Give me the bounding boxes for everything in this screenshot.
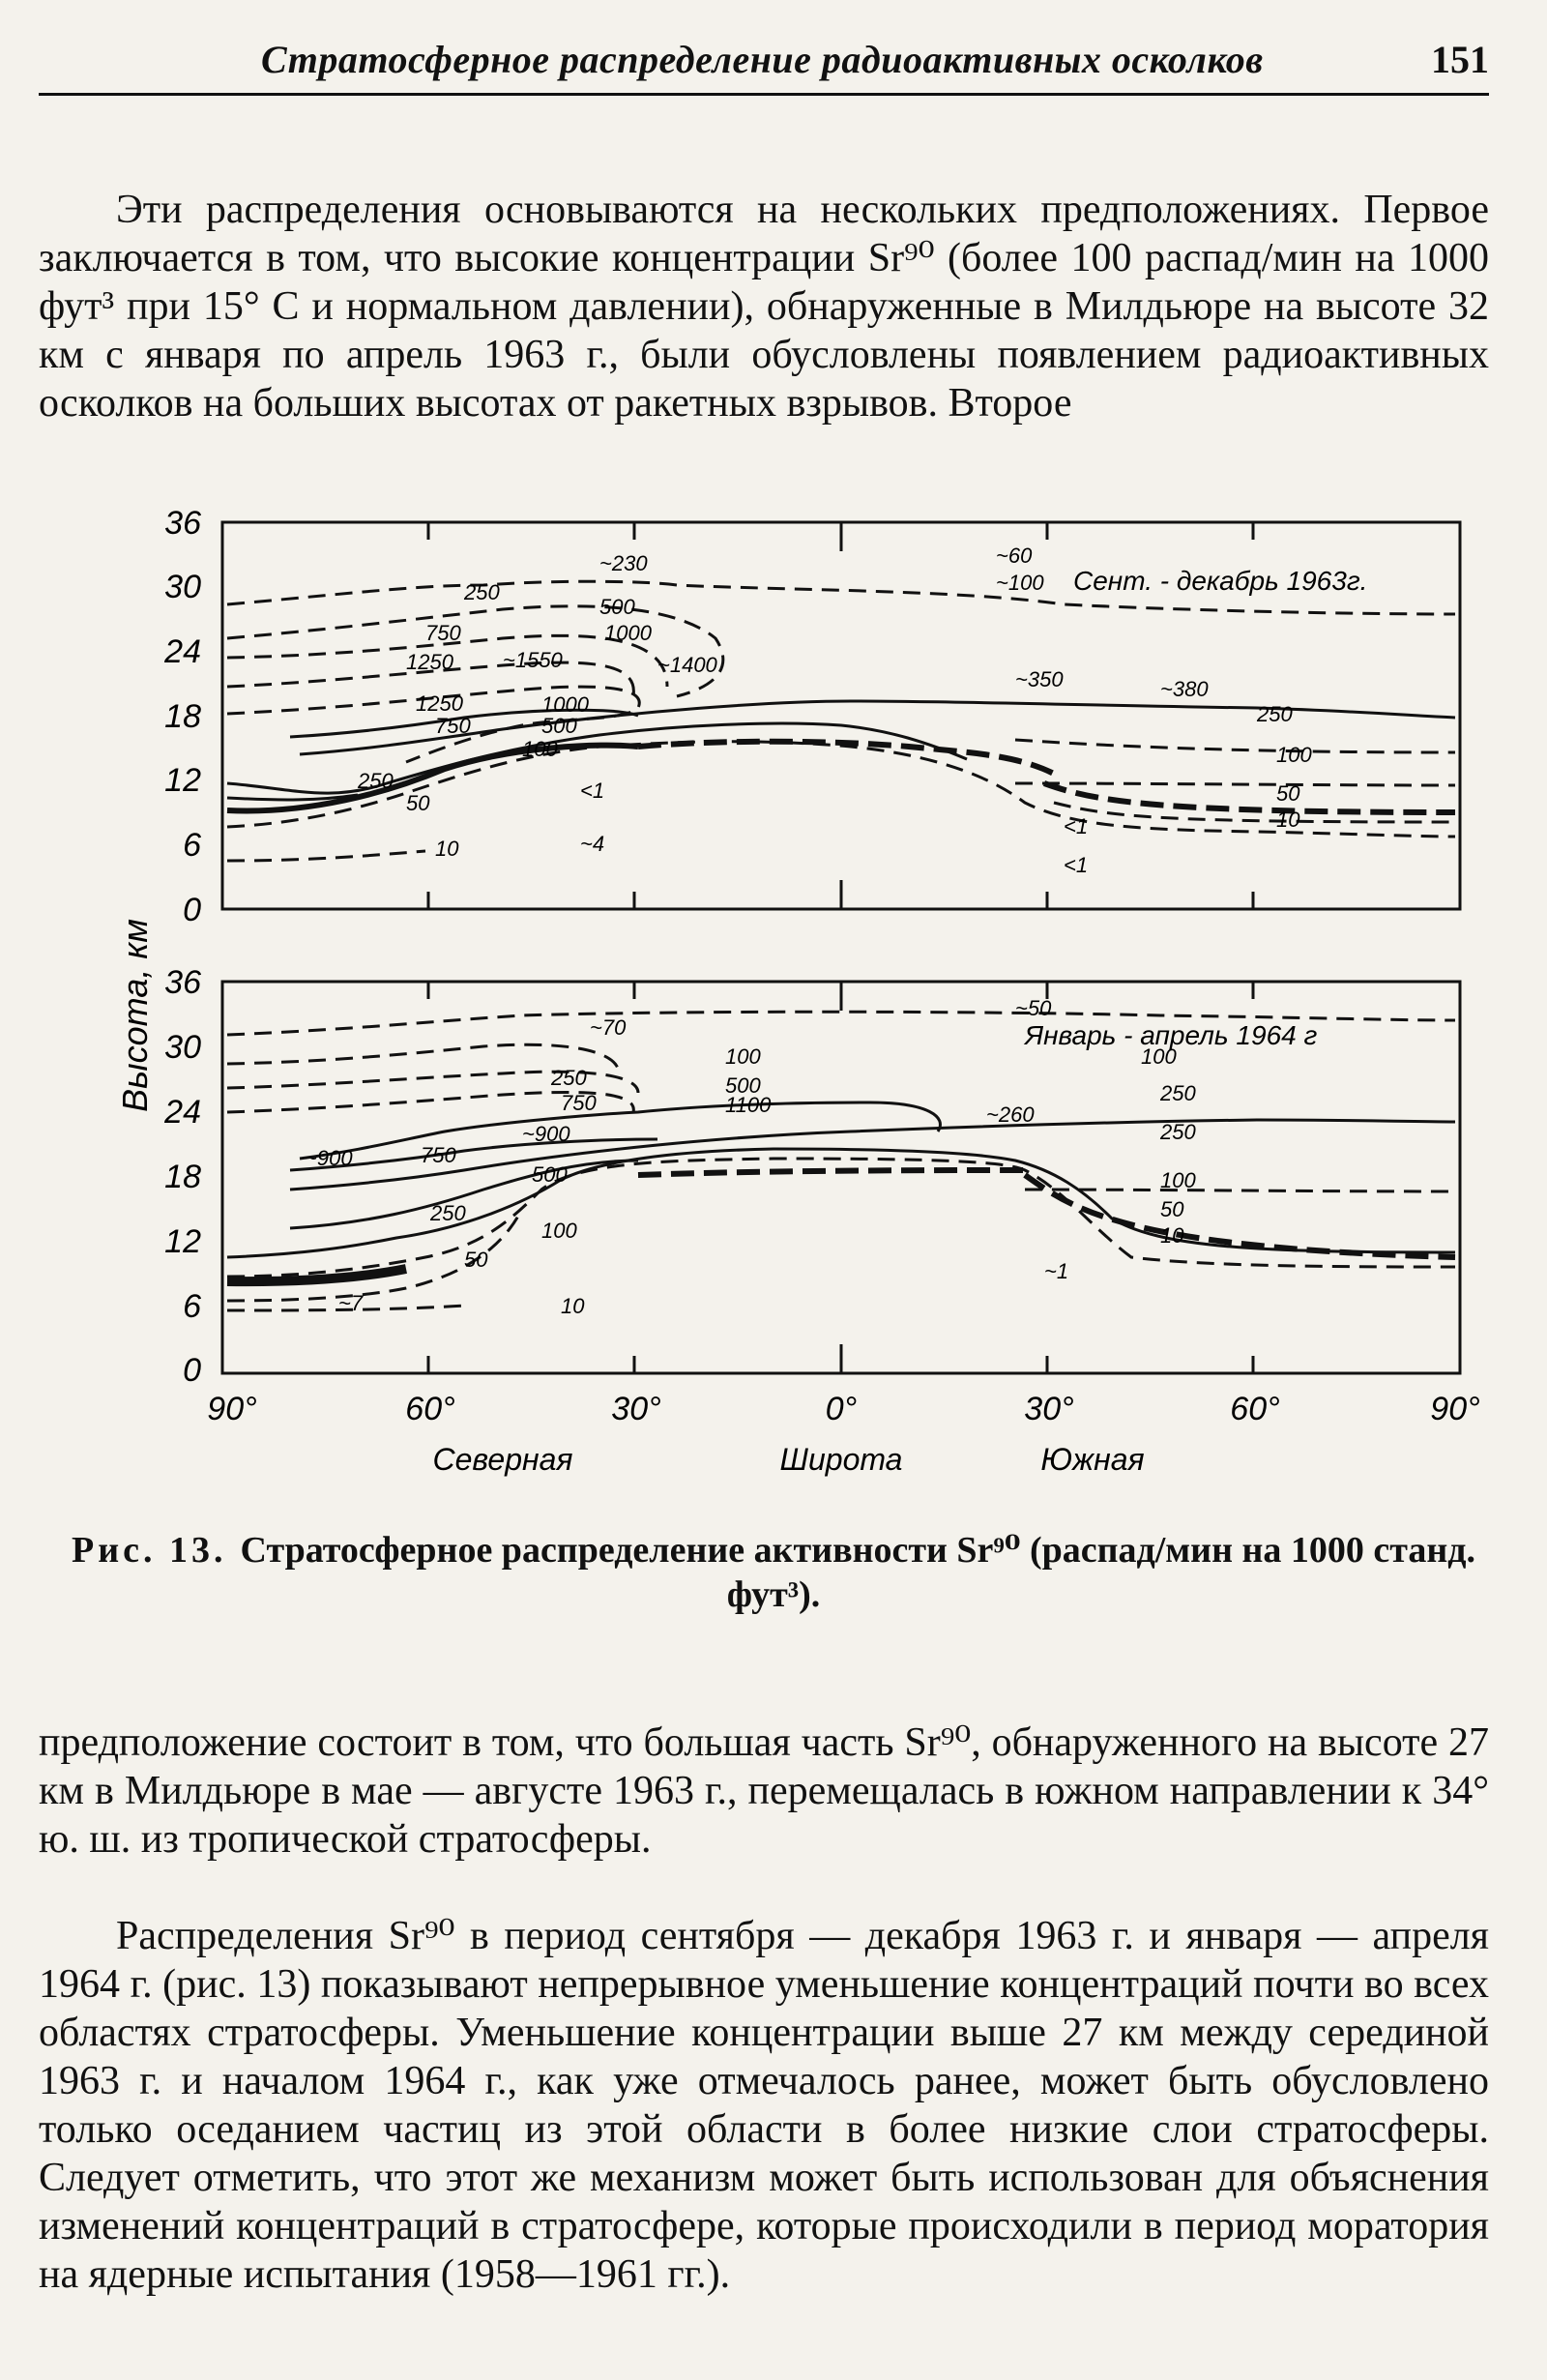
label-bottom-10: 10 — [561, 1294, 585, 1318]
top-panel-period: Сент. - декабрь 1963г. — [1073, 566, 1368, 596]
bottom-panel-period: Январь - апрель 1964 г — [1025, 1020, 1318, 1050]
y-tick-top-12: 12 — [164, 762, 201, 799]
page-number: 151 — [1431, 38, 1489, 81]
label-top-50b: 50 — [1276, 781, 1300, 806]
y-tick-top-18: 18 — [164, 698, 201, 735]
label-top-4: ~4 — [580, 832, 605, 856]
figure-caption — [58, 1528, 1489, 1617]
paragraph-2: предположение состоит в том, что большая часть Sr⁹⁰, обнаруженного на высоте 27 км в Милдьюре в мае — августе 1963 г., перемещалась в южном направлении к 34° ю. ш. из тропической стратосферы. — [39, 1720, 1489, 1862]
y-tick-bottom-36: 36 — [164, 964, 201, 1001]
label-top-500: 500 — [599, 595, 635, 619]
x-tick-0: 0° — [825, 1391, 858, 1427]
y-tick-top-24: 24 — [164, 633, 201, 670]
label-top-100: 100 — [522, 737, 558, 761]
top-panel-labels — [357, 544, 1367, 877]
label-top-1250: 1250 — [406, 650, 453, 674]
label-bottom-100: 100 — [725, 1044, 761, 1069]
running-header — [39, 37, 1489, 83]
label-bottom-250c: 250 — [1160, 1081, 1196, 1105]
label-top-250: 250 — [464, 580, 500, 604]
y-tick-top-30: 30 — [164, 569, 201, 605]
label-top-1400: ~1400 — [657, 653, 717, 677]
label-bottom-50b: 50 — [464, 1248, 488, 1272]
label-bottom-50c: 50 — [1160, 1197, 1184, 1221]
label-bottom-100d: 100 — [1160, 1168, 1196, 1192]
label-top-lt1: <1 — [580, 779, 605, 803]
x-tick-labels — [207, 1391, 1479, 1427]
label-bottom-70: ~70 — [590, 1015, 627, 1040]
x-tick-60s: 60° — [1230, 1391, 1280, 1427]
label-top-750b: 750 — [435, 714, 471, 738]
label-bottom-260: ~260 — [986, 1102, 1035, 1127]
y-tick-top-36: 36 — [164, 505, 201, 542]
caption-text: Стратосферное распределение активности Sr⁹⁰ (распад/мин на 1000 станд. фут³). — [240, 1530, 1475, 1615]
y-tick-bottom-24: 24 — [164, 1094, 201, 1131]
label-top-1000: 1000 — [604, 621, 652, 645]
x-tick-90n: 90° — [207, 1391, 257, 1427]
label-top-350: ~350 — [1015, 667, 1064, 691]
x-label-south: Южная — [1040, 1442, 1145, 1477]
label-bottom-250: 250 — [551, 1066, 587, 1090]
caption-lead: Рис. 13. — [72, 1530, 227, 1571]
label-bottom-7: ~7 — [338, 1291, 364, 1315]
contour-chart — [97, 493, 1489, 1518]
label-bottom-750b: 750 — [421, 1143, 456, 1167]
label-top-lt1c: <1 — [1064, 853, 1089, 877]
label-bottom-1100: 1100 — [725, 1093, 772, 1117]
label-top-100c: 100 — [1276, 743, 1312, 767]
label-top-500b: 500 — [541, 714, 577, 738]
label-top-750: 750 — [425, 621, 461, 645]
label-bottom-50: ~50 — [1015, 996, 1052, 1020]
label-top-1550: ~1550 — [503, 648, 563, 672]
label-top-lt1b: <1 — [1064, 814, 1089, 838]
y-tick-bottom-18: 18 — [164, 1159, 201, 1195]
figure-13 — [97, 493, 1489, 1518]
label-top-50: 50 — [406, 791, 430, 815]
label-top-10: 10 — [435, 837, 459, 861]
label-top-250c: 250 — [358, 769, 394, 793]
y-axis-title: Высота, км — [115, 919, 155, 1112]
label-bottom-250b: 250 — [430, 1201, 466, 1225]
label-bottom-900: ~900 — [522, 1122, 570, 1146]
label-bottom-100b: 100 — [1141, 1044, 1177, 1069]
label-top-10b: 10 — [1276, 808, 1300, 832]
x-label-latitude: Широта — [779, 1442, 903, 1477]
x-tick-30s: 30° — [1024, 1391, 1074, 1427]
label-top-1000b: 1000 — [541, 692, 589, 717]
label-bottom-750: 750 — [561, 1091, 597, 1115]
label-top-1250b: 1250 — [416, 691, 463, 716]
y-tick-bottom-12: 12 — [164, 1223, 201, 1260]
label-bottom-10b: 10 — [1160, 1223, 1184, 1248]
paragraph-3: Распределения Sr⁹⁰ в период сентября — декабря 1963 г. и января — апреля 1964 г. (рис. 13) показывают непрерывное уменьшение концентраций почти во всех областях стратосферы. Уменьшение концентрации выше 27 км между серединой 1963 г. и началом 1964 г., как уже отмечалось ранее, может быть обусловлено только оседанием частиц из этой области в более низкие слои стратосферы. Следует отметить, что этот же механизм может быть использован для объяснения изменений концентраций в стратосфере, которые происходили в период моратория на ядерные испытания (1958—1961 гг.). — [39, 1914, 1489, 2297]
header-rule — [39, 93, 1489, 96]
paragraph-1: Эти распределения основываются на нескольких предположениях. Первое заключается в том, что высокие концентрации Sr⁹⁰ (более 100 распад/мин на 1000 фут³ при 15° C и нормальном давлении), обнаруженные в Милдьюре на высоте 32 км с января по апрель 1963 г., были обусловлены появлением радиоактивных осколков на больших высотах от ракетных взрывов. Второе — [39, 188, 1489, 426]
label-top-380: ~380 — [1160, 677, 1209, 701]
label-bottom-500b: 500 — [532, 1162, 568, 1187]
label-bottom-250d: 250 — [1160, 1120, 1196, 1144]
label-top-100b: ~100 — [996, 571, 1044, 595]
x-tick-90s: 90° — [1430, 1391, 1480, 1427]
y-tick-bottom-0: 0 — [183, 1352, 201, 1389]
y-tick-top-0: 0 — [183, 892, 201, 928]
label-bottom-1: ~1 — [1044, 1259, 1069, 1283]
x-tick-30n: 30° — [611, 1391, 661, 1427]
x-tick-60n: 60° — [405, 1391, 455, 1427]
label-top-60: ~60 — [996, 544, 1033, 568]
y-tick-bottom-6: 6 — [183, 1288, 201, 1325]
y-tick-bottom-30: 30 — [164, 1029, 201, 1066]
label-top-230: ~230 — [599, 551, 648, 575]
label-bottom-500: 500 — [725, 1073, 761, 1098]
label-top-250d: 250 — [1257, 702, 1293, 726]
label-bottom-100c: 100 — [541, 1219, 577, 1243]
x-label-north: Северная — [432, 1442, 573, 1477]
y-tick-top-6: 6 — [183, 827, 201, 864]
label-bottom-900b: ~900 — [305, 1146, 353, 1170]
running-header-title: Стратосферное распределение радиоактивных осколков — [261, 38, 1264, 81]
